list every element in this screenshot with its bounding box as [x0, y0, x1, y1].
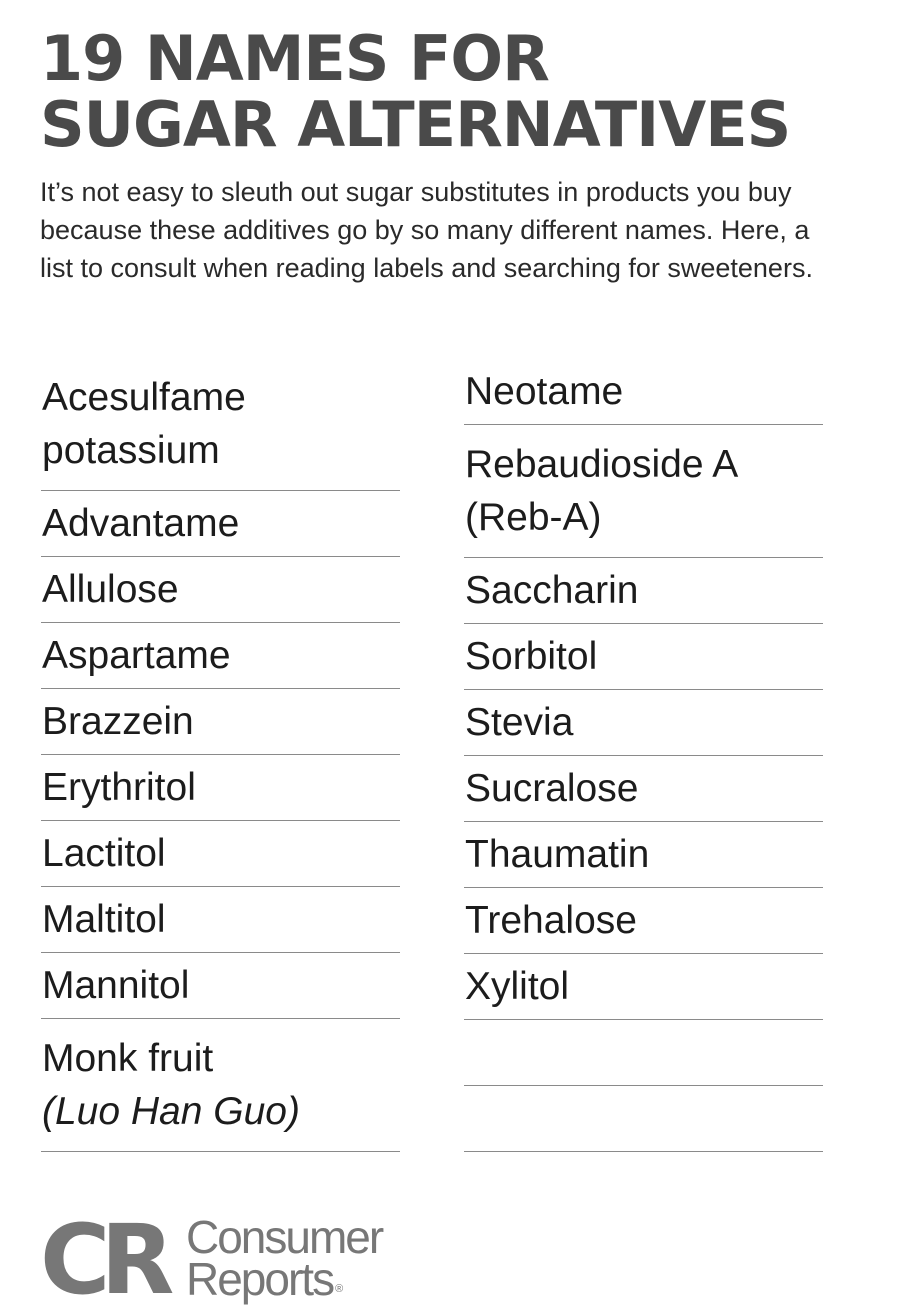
list-item [464, 888, 823, 954]
logo-wordmark [186, 1211, 383, 1305]
list-item-label-line2: potassium [42, 429, 220, 472]
list-item [464, 358, 823, 425]
list-item [41, 953, 400, 1019]
logo-line-1: Consumer [186, 1211, 383, 1263]
list-item [41, 623, 400, 689]
list-item [464, 756, 823, 822]
list-item-label: Acesulfame [42, 376, 246, 419]
page-title [40, 22, 791, 161]
list-item-label: Neotame [465, 369, 624, 413]
list-item-label: Brazzein [42, 700, 194, 743]
list-item [41, 887, 400, 953]
title-line-1: 19 NAMES FOR [40, 22, 549, 95]
list-item [41, 557, 400, 623]
logo-line-2 [186, 1253, 382, 1305]
list-item [464, 954, 823, 1020]
list-item [464, 690, 823, 756]
list-item-label: Lactitol [42, 832, 166, 875]
list-item-label: Saccharin [465, 569, 639, 612]
list-item-label: Monk fruit [42, 1037, 214, 1080]
logo-line-2-text: Reports [186, 1253, 334, 1305]
list-item [41, 689, 400, 755]
sweetener-list-right [464, 358, 823, 1152]
title-line-2: SUGAR ALTERNATIVES [40, 88, 791, 161]
list-item-label-line2: (Reb-A) [465, 496, 602, 539]
list-item-label: Allulose [42, 568, 179, 611]
list-item-label: Thaumatin [465, 833, 650, 876]
list-item-empty [464, 1020, 823, 1086]
intro-paragraph: It’s not easy to sleuth out sugar substitutes in products you buy because these additives go by so many different names. Here, a list to consult when reading labels and searching for sweeteners. [40, 177, 813, 283]
registered-mark: ® [335, 1283, 344, 1295]
list-item-label: Sorbitol [465, 635, 598, 678]
list-item [464, 624, 823, 690]
list-item-label: Stevia [465, 701, 574, 744]
list-item [41, 358, 400, 491]
list-item-label: Trehalose [465, 899, 637, 942]
list-item [464, 558, 823, 624]
list-item-label: Advantame [42, 502, 240, 545]
list-item [41, 1019, 400, 1152]
list-item-note: (Luo Han Guo) [42, 1090, 300, 1133]
list-item-label: Maltitol [42, 898, 166, 941]
sweetener-list-left [41, 358, 400, 1152]
list-item [41, 821, 400, 887]
list-item-label: Xylitol [465, 965, 570, 1008]
list-item-label: Erythritol [42, 766, 196, 809]
list-item-label: Sucralose [465, 767, 639, 810]
list-item [464, 425, 823, 558]
list-item-label: Mannitol [42, 964, 190, 1007]
list-item-label: Rebaudioside A [465, 443, 739, 486]
list-item-label: Aspartame [42, 634, 231, 677]
list-item [464, 822, 823, 888]
list-item-empty [464, 1086, 823, 1152]
list-item [41, 755, 400, 821]
consumer-reports-logo [40, 1204, 440, 1316]
list-item [41, 491, 400, 557]
cr-logo-mark: CR [40, 1204, 165, 1316]
